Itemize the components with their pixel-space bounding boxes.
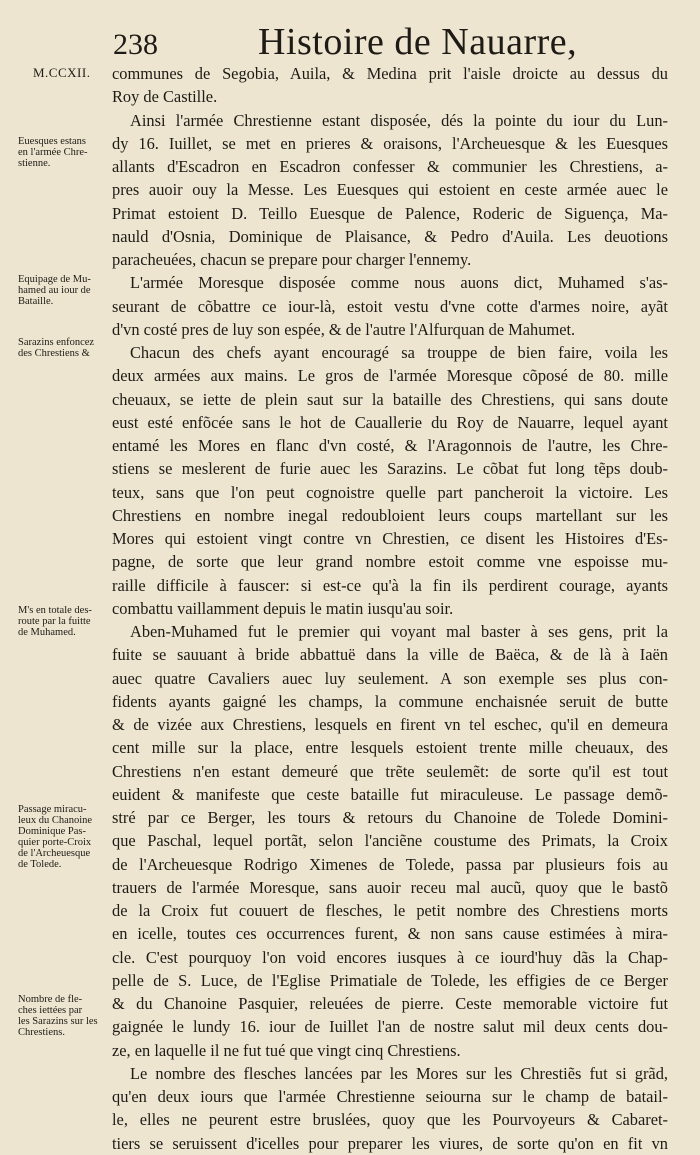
margin-note-year: M.CCXII. <box>33 65 91 80</box>
text-line: le, elles ne peurent estre bruslées, quoy que les Pourvoyeurs & Cabaret- <box>112 1110 668 1130</box>
text-line: Le nombre des flesches lancées par les Mores sur les Chrestiẽs fut si grãd, <box>130 1063 668 1083</box>
margin-note-bishops: Euesques estans en l'armée Chre- stienne. <box>18 136 88 169</box>
text-line: pres auoir ouy la Messe. Les Euesques qui estoient en ceste armée auec le <box>112 180 668 200</box>
text-line: nauld d'Osnia, Dominique de Plaisance, & Pedro d'Auila. Les deuotions <box>112 226 668 246</box>
text-line: auec quatre Cavaliers auec luy seulement. A son exemple ses plus con- <box>112 668 668 688</box>
running-title: Histoire de Nauarre, <box>258 21 578 63</box>
text-line: eust esté enfõcée sans le hot de Cauallerie du Roy de Nauarre, lequel ayant <box>112 412 668 432</box>
page-header <box>0 18 700 68</box>
margin-note-sarazins: Sarazins enfoncez des Chrestiens & <box>18 337 95 359</box>
margin-note-passage: Passage miracu- leux du Chanoine Dominique Pas- quier porte-Croix de l'Archeuesque de Tolede. <box>18 804 93 870</box>
text-line: pelle de S. Luce, de l'Eglise Primatiale de Tolede, les effigies de ce Berger <box>112 970 668 990</box>
text-line: teux, sans que l'on peut cognoistre quelle part pancheroit la victoire. Les <box>112 482 668 502</box>
text-line: L'armée Moresque disposée comme nous auons dict, Muhamed s'as- <box>130 273 668 293</box>
text-line: cheuaux, se iette de plein saut sur la bataille des Chrestiens, qui sans doute <box>112 389 668 409</box>
text-line: de l'Archeuesque Rodrigo Ximenes de Tolede, passa par plusieurs fois au <box>112 854 668 874</box>
text-line: fuite se sauuant à bride abbattuë dans la ville de Baëca, & de là à Iaën <box>112 645 668 665</box>
margin-note-equipage: Equipage de Mu- hamed au iour de Bataille. <box>18 274 91 307</box>
text-line: Aben-Muhamed fut le premier qui voyant mal baster à ses gens, prit la <box>130 622 668 641</box>
text-line: & du Chanoine Pasquier, releuées de pierre. Ceste memorable victoire fut <box>112 994 668 1013</box>
text-line: cent mille sur la place, entre lesquels estoient trente mille cheuaux, des <box>112 738 668 758</box>
text-line: Roy de Castille. <box>112 87 218 107</box>
text-line: fidents ayants gaigné les champs, la commune enchaisnée seruit de butte <box>112 691 668 711</box>
margin-note-deroute: M's en totale des- route par la fuitte de Muhamed. <box>18 605 92 638</box>
text-line: Mores qui estoient vingt contre vn Chrestien, ce disent les Histoires d'Es- <box>112 529 668 548</box>
text-line: deux armées aux mains. Le gros de l'armée Moresque cõposé de 80. mille <box>112 366 668 386</box>
text-line: trauers de l'armée Moresque, sans auoir receu mal aucũ, quoy que le bastõ <box>112 877 668 897</box>
text-line: paracheuées, chacun se prepare pour charger l'ennemy. <box>112 250 472 269</box>
text-line: en icelle, toutes ces occurrences furent, & non sans cause estimées à mira- <box>112 924 668 944</box>
text-line: Ainsi l'armée Chrestienne estant disposée, dés la pointe du iour du Lun- <box>130 110 668 130</box>
text-line: Chacun des chefs ayant encouragé sa trouppe de bien faire, voila les <box>130 343 668 362</box>
text-line: tiers se seruissent d'icelles pour preparer les viures, de sorte qu'on en fit vn <box>112 1133 668 1153</box>
text-line: pagne, de sorte que leur grand nombre estoit comme vne espoisse mu- <box>112 552 668 572</box>
text-line: dy 16. Iuillet, se met en prieres & oraisons, l'Archeuesque & les Euesques <box>112 133 668 153</box>
text-line: combattu vaillamment depuis le matin iusqu'au soir. <box>112 598 454 618</box>
text-line: d'vn costé pres de luy son espée, & de l'autre l'Alfurquan de Mahumet. <box>112 319 576 339</box>
text-line: qu'en deux iours que l'armée Chrestienne seiourna sur le champ de batail- <box>112 1087 668 1106</box>
text-line: Chrestiens en nombre inegal redoubloient leurs coups martellant sur les <box>112 505 668 525</box>
text-line: de la Croix fut couuert de flesches, le petit nombre des Chrestiens morts <box>112 901 668 920</box>
text-line: gaignée le lundy 16. iour de Iuillet l'an de nostre salut mil deux cents dou- <box>112 1017 668 1037</box>
text-line: Primat estoient D. Teillo Euesque de Palence, Roderic de Siguença, Ma- <box>112 203 668 223</box>
text-line: stiens se meslerent de furie auec les Sarazins. Le cõbat fut long tẽps doub- <box>112 459 668 479</box>
text-line: euident & manifeste que ceste bataille fut miraculeuse. Le passage demõ- <box>112 784 668 804</box>
text-line: seurant de cõbattre ce iour-là, estoit vestu d'vne cotte d'armes noire, ayãt <box>112 296 668 316</box>
text-line: communes de Segobia, Auila, & Medina prit l'aisle droicte au dessus du <box>112 64 668 83</box>
text-line: stré par ce Berger, les tours & retours du Chanoine de Tolede Domini- <box>112 808 668 827</box>
margin-note-flesches: Nombre de fle- ches iettées par les Sarazins sur les Chrestiens. <box>18 994 98 1038</box>
page-number: 238 <box>113 28 158 61</box>
text-line: allants d'Escadron en Escadron confesser & communier les Chrestiens, a- <box>112 157 668 176</box>
body-text <box>112 62 668 1155</box>
text-line: raille difficile à fauscer: si est-ce qu'à la fin ils perdirent courage, ayants <box>112 575 668 595</box>
text-line: ze, en laquelle il ne fut tué que vingt cinq Chrestiens. <box>112 1040 461 1060</box>
text-line: que Paschal, lequel portãt, selon l'anciẽne coustume des Primats, la Croix <box>112 831 668 851</box>
text-line: Chrestiens n'en estant demeuré que trẽte seulemẽt: de sorte qu'il est tout <box>112 761 668 781</box>
text-line: cle. C'est pourquoy l'on void encores iusques à ce iourd'huy dãs la Chap- <box>112 947 668 967</box>
text-line: & de vizée aux Chrestiens, lesquels en firent vn tel eschec, qu'il en demeura <box>112 715 668 734</box>
text-line: entamé les Mores en flanc d'vn costé, & l'Aragonnois de l'autre, les Chre- <box>112 436 668 455</box>
